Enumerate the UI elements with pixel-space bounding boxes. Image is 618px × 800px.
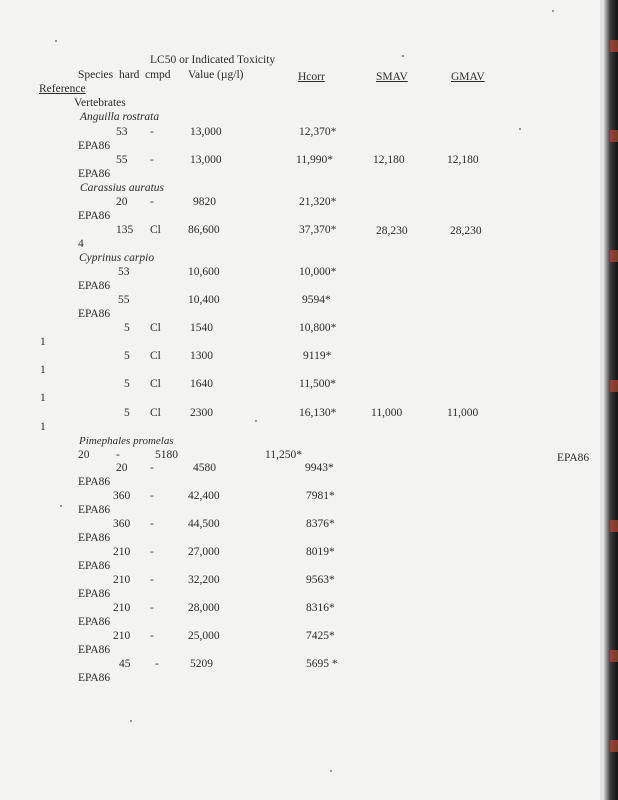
cell-value: 28,000 — [188, 602, 220, 614]
cell-reference: EPA86 — [78, 532, 111, 544]
species-name: Cyprinus carpio — [79, 252, 155, 264]
cell-value: 13,000 — [190, 126, 222, 138]
cell-hcorr: 8376* — [306, 518, 335, 530]
cell-hard: 5 — [124, 378, 130, 390]
cell-hard: 360 — [113, 518, 131, 530]
binding-mark — [610, 40, 618, 52]
cell-reference: EPA86 — [78, 616, 111, 628]
cell-cmpd: - — [150, 574, 154, 586]
cell-value: 27,000 — [188, 546, 220, 558]
cell-hcorr: 9594* — [302, 294, 331, 306]
cell-cmpd: - — [150, 490, 154, 502]
cell-hard: 210 — [113, 546, 131, 558]
cell-hcorr: 10,000* — [299, 266, 337, 278]
cell-value: 5209 — [190, 658, 213, 670]
cell-hard: 210 — [113, 602, 131, 614]
binding-mark — [610, 650, 618, 662]
cell-hard: 55 — [116, 154, 128, 166]
cell-hard: 20 — [116, 462, 128, 474]
cell-reference: EPA86 — [78, 140, 111, 152]
cell-reference: EPA86 — [78, 644, 111, 656]
header-reference: Reference — [39, 83, 86, 95]
cell-value: 42,400 — [188, 490, 220, 502]
cell-hard: 210 — [113, 574, 131, 586]
cell-reference: EPA86 — [78, 308, 111, 320]
cell-value: 9820 — [193, 196, 216, 208]
scan-speck — [130, 720, 132, 722]
cell-value: 25,000 — [188, 630, 220, 642]
cell-hcorr: 37,370* — [299, 224, 337, 236]
cell-gmav: 11,000 — [447, 407, 479, 419]
cell-hcorr: 8019* — [306, 546, 335, 558]
cell-reference: 1 — [40, 336, 46, 348]
cell-value: 2300 — [190, 407, 213, 419]
cell-hcorr: 5695 * — [306, 658, 338, 670]
cell-value: 13,000 — [190, 154, 222, 166]
header-value: Value (µg/l) — [188, 69, 244, 81]
cell-reference: EPA86 — [78, 672, 111, 684]
header-cmpd: cmpd — [145, 69, 171, 81]
binding-spine — [604, 0, 618, 800]
scan-speck — [55, 40, 57, 42]
scan-speck — [552, 10, 554, 12]
cell-reference: 1 — [40, 364, 46, 376]
cell-value: 10,600 — [188, 266, 220, 278]
cell-hcorr: 9563* — [306, 574, 335, 586]
cell-value: 4580 — [193, 462, 216, 474]
cell-cmpd: Cl — [150, 350, 161, 362]
species-name: Anguilla rostrata — [80, 111, 160, 123]
cell-hcorr: 21,320* — [299, 196, 337, 208]
scan-speck — [402, 55, 404, 57]
header-line1: LC50 or Indicated Toxicity — [150, 54, 276, 66]
cell-hard: 5 — [124, 322, 130, 334]
cell-reference: 4 — [78, 238, 84, 250]
cell-hcorr: 11,250* — [265, 449, 302, 461]
cell-value: 1540 — [190, 322, 213, 334]
cell-hard: 20 — [116, 196, 128, 208]
header-gmav: GMAV — [451, 71, 485, 83]
cell-reference: EPA86 — [557, 452, 590, 464]
cell-hard: 20 — [78, 449, 90, 461]
cell-value: 32,200 — [188, 574, 220, 586]
cell-hcorr: 8316* — [306, 602, 335, 614]
binding-mark — [610, 250, 618, 262]
cell-cmpd: - — [150, 196, 154, 208]
binding-mark — [610, 380, 618, 392]
cell-hard: 360 — [113, 490, 131, 502]
cell-cmpd: Cl — [150, 322, 161, 334]
binding-mark — [610, 520, 618, 532]
cell-cmpd: - — [116, 449, 120, 461]
cell-hard: 55 — [118, 294, 130, 306]
cell-hard: 53 — [118, 266, 130, 278]
cell-hard: 210 — [113, 630, 131, 642]
cell-hcorr: 7425* — [306, 630, 335, 642]
scan-speck — [255, 420, 257, 422]
header-smav: SMAV — [376, 71, 408, 83]
cell-cmpd: - — [150, 518, 154, 530]
cell-hcorr: 12,370* — [299, 126, 337, 138]
cell-value: 10,400 — [188, 294, 220, 306]
cell-hard: 5 — [124, 350, 130, 362]
cell-cmpd: - — [150, 546, 154, 558]
header-species: Species — [78, 69, 114, 81]
cell-value: 86,600 — [188, 224, 220, 236]
cell-hcorr: 10,800* — [299, 322, 337, 334]
cell-cmpd: - — [150, 602, 154, 614]
cell-hcorr: 7981* — [306, 490, 335, 502]
cell-reference: EPA86 — [78, 168, 111, 180]
cell-gmav: 12,180 — [447, 154, 479, 166]
cell-reference: EPA86 — [78, 588, 111, 600]
cell-reference: EPA86 — [78, 504, 111, 516]
cell-hcorr: 9943* — [305, 462, 334, 474]
scan-speck — [330, 770, 332, 772]
cell-cmpd: Cl — [150, 224, 161, 236]
cell-cmpd: - — [150, 154, 154, 166]
cell-hard: 53 — [116, 126, 128, 138]
cell-hard: 5 — [124, 407, 130, 419]
cell-hcorr: 16,130* — [299, 407, 337, 419]
cell-cmpd: - — [150, 462, 154, 474]
cell-smav: 11,000 — [371, 407, 403, 419]
cell-value: 5180 — [155, 449, 178, 461]
cell-cmpd: - — [150, 126, 154, 138]
cell-reference: EPA86 — [78, 560, 111, 572]
header-hcorr: Hcorr — [298, 71, 325, 83]
species-name: Carassius auratus — [80, 182, 165, 194]
section-heading: Vertebrates — [74, 97, 126, 109]
cell-reference: 1 — [40, 421, 46, 433]
cell-cmpd: Cl — [150, 378, 161, 390]
cell-gmav: 28,230 — [450, 225, 482, 237]
scan-speck — [519, 128, 521, 130]
cell-hcorr: 9119* — [303, 350, 332, 362]
cell-cmpd: - — [155, 658, 159, 670]
cell-reference: EPA86 — [78, 476, 111, 488]
cell-value: 1640 — [190, 378, 213, 390]
header-hard: hard — [119, 69, 140, 81]
cell-cmpd: - — [150, 630, 154, 642]
species-name: Pimephales promelas — [79, 435, 174, 447]
scan-speck — [60, 505, 62, 507]
binding-mark — [610, 740, 618, 752]
cell-value: 1300 — [190, 350, 213, 362]
cell-hard: 135 — [116, 224, 134, 236]
cell-reference: EPA86 — [78, 280, 111, 292]
cell-reference: 1 — [40, 392, 46, 404]
cell-reference: EPA86 — [78, 210, 111, 222]
cell-hcorr: 11,990* — [296, 154, 333, 166]
cell-value: 44,500 — [188, 518, 220, 530]
binding-mark — [610, 130, 618, 142]
cell-hcorr: 11,500* — [299, 378, 336, 390]
cell-smav: 28,230 — [376, 225, 408, 237]
cell-smav: 12,180 — [373, 154, 405, 166]
cell-cmpd: Cl — [150, 407, 161, 419]
cell-hard: 45 — [119, 658, 131, 670]
